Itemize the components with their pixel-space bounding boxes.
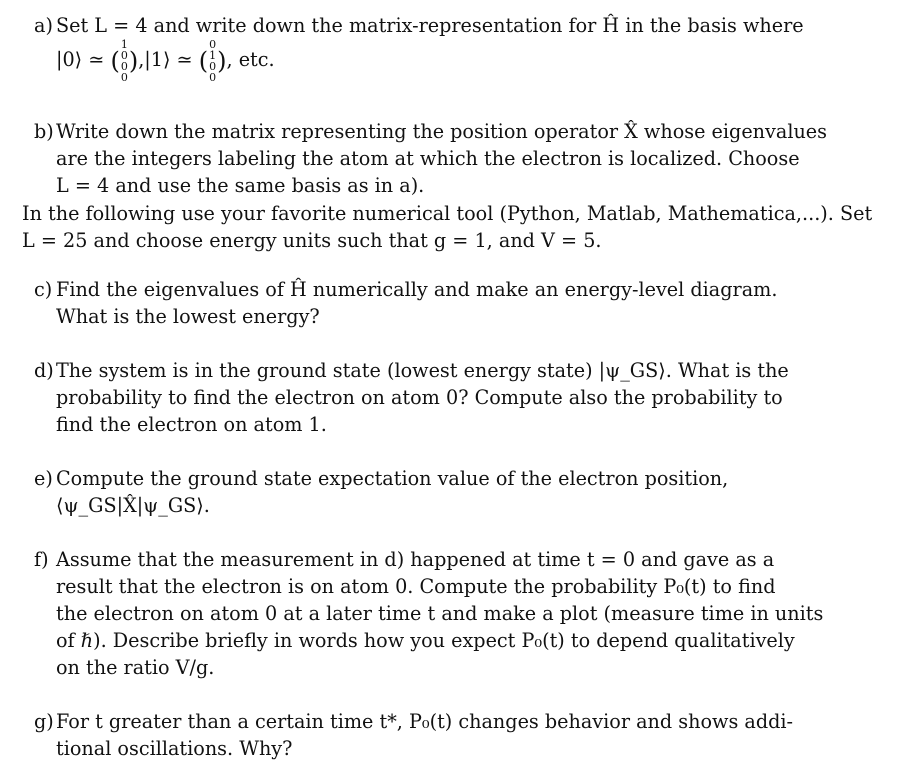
question-c-label: c) bbox=[34, 278, 53, 301]
question-e-line-2: ⟨ψ_GS|X̂|ψ_GS⟩. bbox=[56, 494, 210, 517]
basis-tail: , etc. bbox=[226, 48, 275, 71]
question-f-line-2: result that the electron is on atom 0. Compute the probability P₀(t) to find bbox=[56, 575, 776, 598]
question-b-line-3: L = 4 and use the same basis as in a). bbox=[56, 174, 425, 197]
question-g-line-1: For t greater than a certain time t*, P₀(t) changes behavior and shows addi- bbox=[56, 710, 794, 733]
question-f-line-3: the electron on atom 0 at a later time t and make a plot (measure time in units bbox=[56, 602, 824, 625]
question-f-line-4: of ℏ). Describe briefly in words how you expect P₀(t) to depend qualitatively bbox=[56, 629, 795, 652]
basis-vector-0: 1 0 0 0 bbox=[120, 38, 128, 84]
question-d-line-2: probability to find the electron on atom 0? Compute also the probability to bbox=[56, 386, 783, 409]
question-d-label: d) bbox=[34, 359, 54, 382]
question-d-line-3: find the electron on atom 1. bbox=[56, 413, 327, 436]
question-g-label: g) bbox=[34, 710, 54, 733]
question-e-line-1: Compute the ground state expectation value of the electron position, bbox=[56, 467, 729, 490]
question-f-label: f) bbox=[34, 548, 49, 571]
question-b-label: b) bbox=[34, 120, 54, 143]
question-a-basis-line: |0⟩ ≃ (1 0 0 0),|1⟩ ≃ (0 1 0 0), etc. bbox=[56, 38, 275, 84]
basis-vector-1: 0 1 0 0 bbox=[209, 38, 217, 84]
question-c-line-1: Find the eigenvalues of Ĥ numerically and make an energy-level diagram. bbox=[56, 278, 778, 301]
question-a-line-1: Set L = 4 and write down the matrix-representation for Ĥ in the basis where bbox=[56, 14, 804, 37]
question-d-line-1: The system is in the ground state (lowest energy state) |ψ_GS⟩. What is the bbox=[56, 359, 789, 382]
question-a-label: a) bbox=[34, 14, 53, 37]
question-f-line-5: on the ratio V/g. bbox=[56, 656, 215, 679]
intro-line-2: L = 25 and choose energy units such that g = 1, and V = 5. bbox=[22, 229, 602, 252]
question-c-line-2: What is the lowest energy? bbox=[56, 305, 320, 328]
intro-line-1: In the following use your favorite numerical tool (Python, Matlab, Mathematica,...). Set bbox=[22, 202, 873, 225]
question-g-line-2: tional oscillations. Why? bbox=[56, 737, 293, 760]
question-f-line-1: Assume that the measurement in d) happened at time t = 0 and gave as a bbox=[56, 548, 775, 571]
ket-0-label: |0⟩ ≃ bbox=[56, 48, 105, 71]
ket-1-label: ,|1⟩ ≃ bbox=[138, 48, 193, 71]
question-e-label: e) bbox=[34, 467, 53, 490]
question-b-line-1: Write down the matrix representing the position operator X̂ whose eigenvalues bbox=[56, 120, 828, 143]
question-b-line-2: are the integers labeling the atom at which the electron is localized. Choose bbox=[56, 147, 800, 170]
